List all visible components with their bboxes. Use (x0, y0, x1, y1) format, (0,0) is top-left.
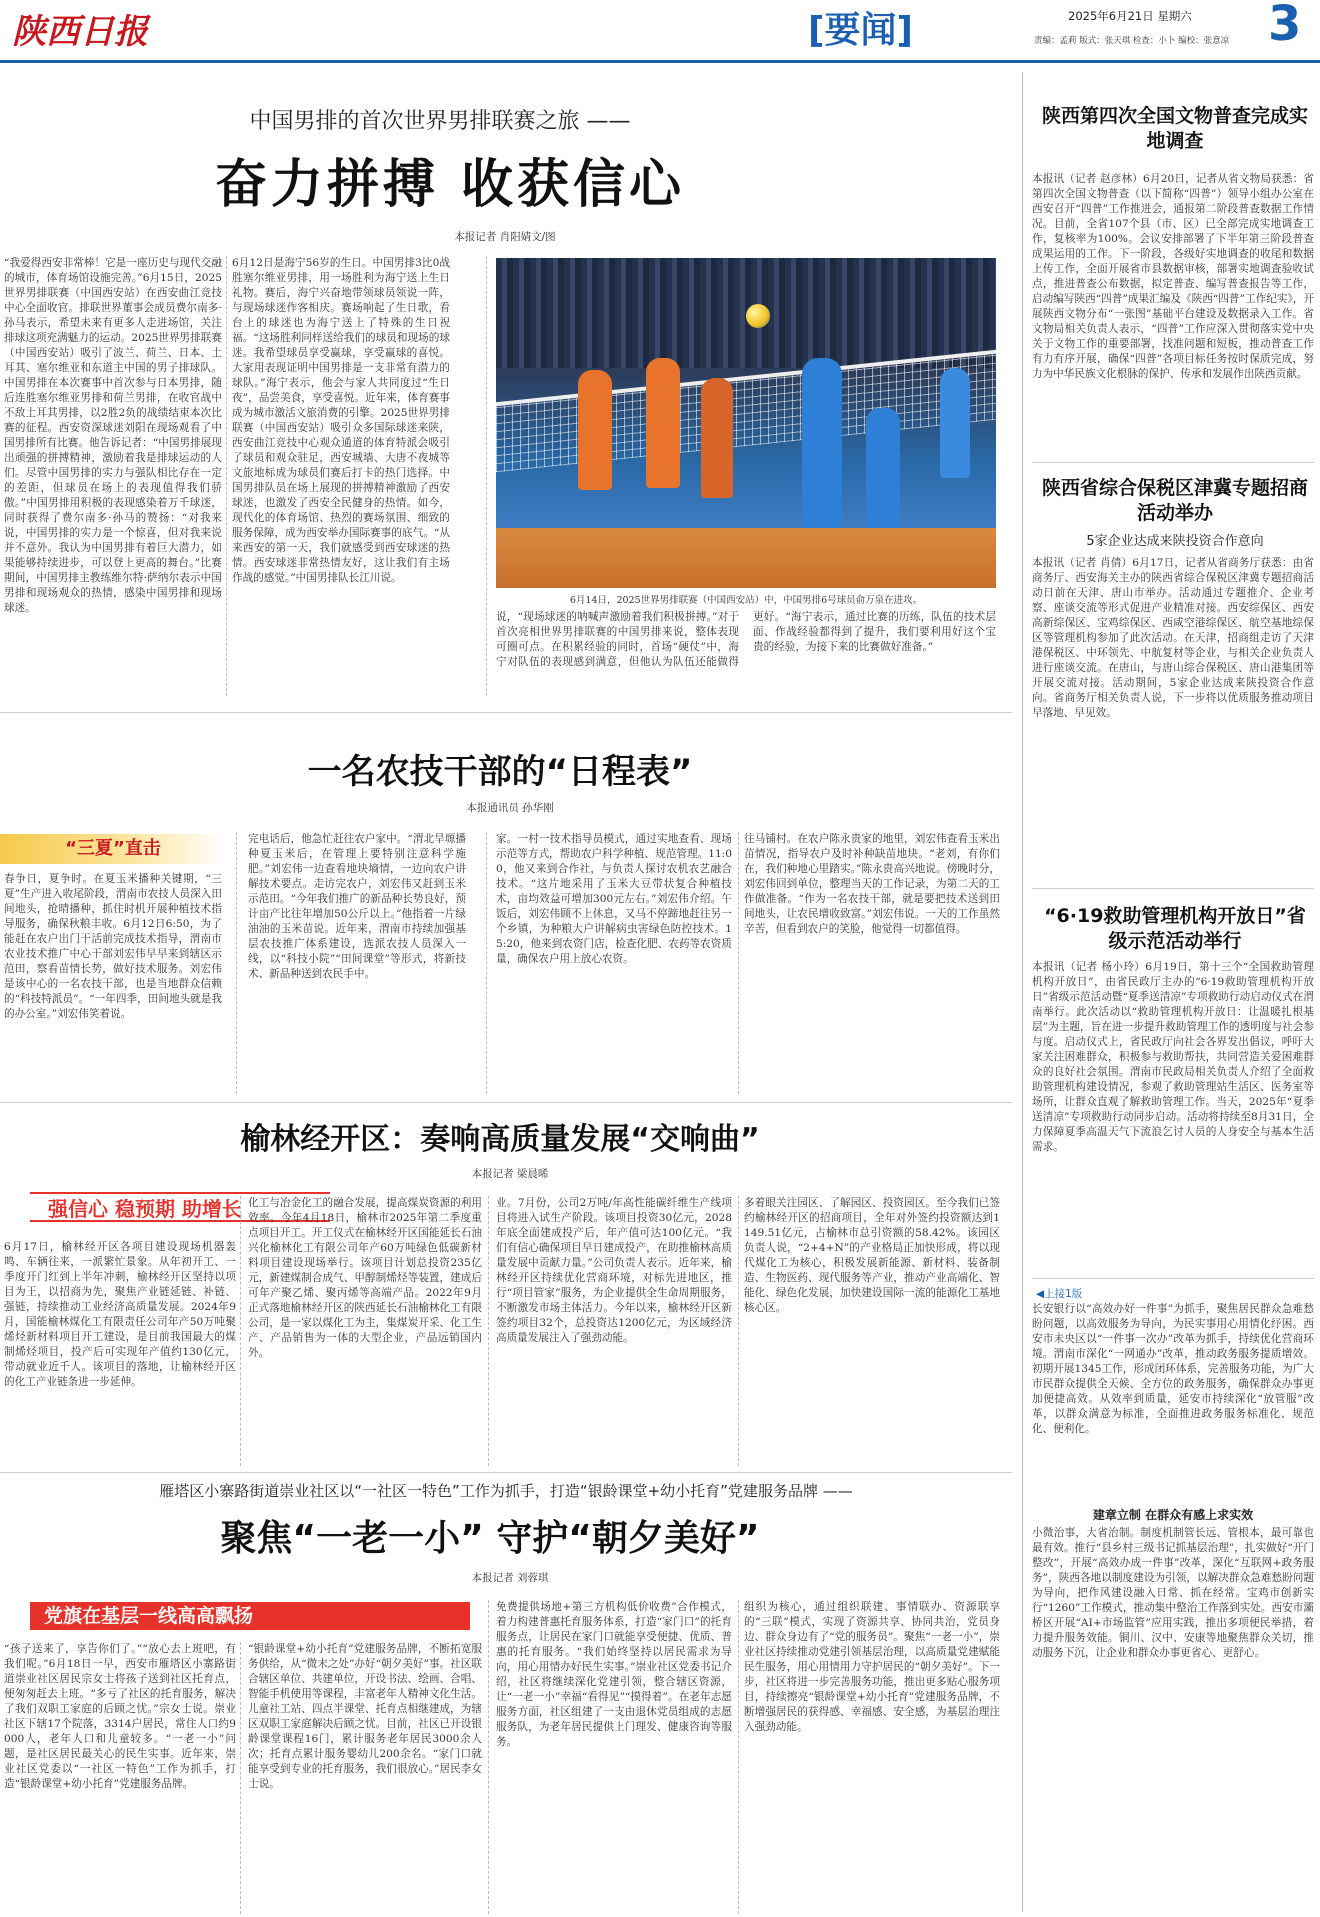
divider (240, 1642, 241, 1914)
photo-player-blue-3 (940, 368, 970, 478)
page-number: 3 (1268, 0, 1302, 52)
section-rule (0, 712, 1012, 713)
photo-player-orange-2 (646, 358, 680, 488)
rescue-text: 本报讯（记者 杨小玲）6月19日，第十三个“全国救助管理机构开放日”，由省民政厅主办的“6·19救助管理机构开放日”省级示范活动暨“夏季送清凉”专项救助行动启动仪式在渭南举行。此次活动以“救助管理机构开放日：让温暖扎根基层”为主题，旨在进一步提升救助管理工作的透明度与社会参与度。启动仪式上，省民政厅向社会各界发出倡议，呼吁大家关注困难群众，积极参与救助帮扶，共同营造关爱困难群众的良好社会氛围。渭南市民政局相关负责人介绍了全面救助管理机构建设情况，参观了救助管理站生活区、医务室等场所，让群众直观了解救助管理工作。当天，2025年“夏季送清凉”专项救助行动同步启动。活动将持续至8月31日，全力保障夏季高温天气下流浪乞讨人员的人身安全与基本生活需求。 (1032, 961, 1314, 1153)
bonded-zone-text: 本报讯（记者 肖倩）6月17日，记者从省商务厅获悉：由省商务厅、西安海关主办的陕西省综合保税区津冀专题招商活动日前在天津、唐山市举办。活动通过专题推介、企业考察、座谈交流等形式促进产业精准对接。西安综保区、西安高新综保区、宝鸡综保区、西咸空港综保区、航空基地综保区等管理机构参加了此次活动。在天津，招商组走访了天津港保税区、中环领先、中航复材等企业，与相关企业负责人进行座谈交流。在唐山，与唐山综合保税区、唐山港集团等开展交流对接。活动期间，5家企业达成来陕投资合作意向。省商务厅相关负责人说，下一步将以优质服务推动项目早落地、早见效。 (1032, 557, 1314, 719)
yulin-col3: 业。7月份，公司2万吨/年高性能碳纤维生产线项目将进入试生产阶段。该项目投资30亿元，2028年底全面建成投产后，年产值可达100亿元。“我们有信心确保项目早日建成投产，在助推榆林高质量发展中贡献力量。”公司负责人表示。近年来，榆林经开区持续优化营商环境，对标先进地区，推行“项目管家”服务，为企业提供全生命周期服务，不断激发市场主体活力。今年以来，榆林经开区新签约项目32个，总投资达1200亿元，为区域经济高质量发展注入了强劲动能。 (496, 1197, 732, 1344)
divider (488, 1600, 489, 1914)
rescue-title: “6·19救助管理机构开放日”省级示范活动举行 (1044, 905, 1306, 952)
yulin-col4: 多着眼关注园区、了解园区、投资园区。至今我们已签约榆林经开区的招商项目，全年对外签约投资额达到1149.51亿元，占榆林市总引资额的58.42%。该园区负责人说，“2+4+N”的产业格局正加快形成，将以现代煤化工为核心，积极发展新能源、新材料、装备制造、生物医药、现代服务等产业，推动产业高端化、智能化、绿色化发展，加快建设国际一流的能源化工基地核心区。 (744, 1197, 1000, 1314)
volleyball-title: 奋力拼搏 收获信心 (214, 155, 686, 215)
masthead (0, 0, 1320, 58)
volleyball-byline: 本报记者 肖阳婧文/图 (454, 231, 556, 243)
issue-date: 2025年6月21日 星期六 (1068, 9, 1192, 23)
section-name: 要闻 (824, 10, 897, 51)
community-col4: 组织为核心，通过组织联建、事情联办、资源联享的“三联”模式，实现了资源共享、协同共治，党员身边、群众身边有了“党的服务员”。聚焦“一老一小”，崇业社区持续推动党建引领基层治理，以高质量党建赋能民生服务，用心用情用力守护居民的“朝夕美好”。下一步，社区将进一步完善服务功能，推出更多贴心服务项目，持续擦亮“银龄课堂+幼小托育”党建服务品牌，不断增强居民的获得感、幸福感、安全感，为基层治理注入强劲动能。 (744, 1601, 1000, 1733)
divider (226, 256, 227, 696)
right-rule (1032, 888, 1314, 889)
farmer-col2: 完电话后，他急忙赶往农户家中。“渭北旱塬播种夏玉米后，在管理上要特别注意科学施肥。”刘宏伟一边查看地块墒情，一边向农户讲解技术要点。走访完农户，刘宏伟又赶到玉米示范田。“今年我们推广的新品种长势良好，预计亩产比往年增加50公斤以上。”他指着一片绿油油的玉米苗说。近年来，渭南市持续加强基层农技推广体系建设，选派农技人员深入一线，以“科技小院”“田间课堂”等形式，将新技术、新品种送到农民手中。 (248, 833, 466, 980)
section-rule (0, 1102, 1012, 1103)
farmer-byline: 本报通讯员 孙华刚 (466, 802, 554, 814)
photo-net (496, 350, 996, 473)
photo-player-blue-1 (802, 358, 842, 528)
section-rule (0, 1472, 1012, 1473)
volleyball-col3: 说，“现场球迷的呐喊声激励着我们积极拼搏。”对于首次亮相世界男排联赛的中国男排来说，整体表现可圈可点。在积累经验的同时，首场“硬仗”中，海宁对队伍的表现感到满意，但他认为队伍还能做得更好。“海宁表示，通过比赛的历练，队伍的技术层面、作战经验都得到了提升，我们要利用好这个宝贵的经验，为接下来的比赛做好准备。” (496, 611, 996, 668)
section-label: [要闻] (808, 10, 913, 51)
continued-label: ◀上接1版 (1036, 1288, 1083, 1300)
yulin-col2: 化工与冶金化工的融合发展，提高煤炭资源的利用效率。今年4月18日，榆林市2025年第二季度重点项目开工。开工仪式在榆林经开区国能延长石油兴化榆林化工有限公司年产60万吨绿色低碳新材料项目建设现场举行。该项目计划总投资235亿元，新建煤制合成气、甲醇制烯烃等装置，建成后可年产聚乙烯、聚丙烯等高端产品。2022年9月正式落地榆林经开区的陕西延长石油榆林化工有限公司，是一家以煤化工为主，集煤炭开采、化工生产、产品销售为一体的大型企业，产品远销国内外。 (248, 1197, 482, 1359)
community-byline: 本报记者 刘蓉琪 (471, 1572, 549, 1584)
community-label: 党旗在基层一线高高飘扬 (30, 1602, 470, 1630)
photo-player-orange-1 (578, 370, 612, 490)
masthead-rule (0, 60, 1320, 63)
divider (488, 1196, 489, 1466)
divider (236, 832, 237, 1094)
culture-census-text: 本报讯（记者 赵彦林）6月20日，记者从省文物局获悉：省第四次全国文物普查（以下简称“四普”）领导小组办公室在西安召开“四普”工作推进会，通报第二阶段普查数据工作情况。目前，全省107个县（市、区）已全部完成实地调查工作，复核率为100%。会议安排部署了下半年第三阶段普查成果运用的工作。下一阶段，各级好实地调查的收尾和数据上传工作，全面开展省市县数据审核，部署实地调查验收试点，推进普查公布数据，拟定普查、编写普查报告等工作，启动编写陕西“四普”成果汇编及《陕西“四普”工作纪实》，开展陕西文物分布“一张图”基础平台建设及数据录入工作。省文物局相关负责人表示，“四普”工作应深入贯彻落实党中央关于文物工作的重要部署，找准问题和短板，推动普查工作有力有序开展，确保“四普”各项目标任务按时保质完成，努力为中华民族文化根脉的保护、传承和发展作出陕西贡献。 (1032, 173, 1314, 380)
farmer-col4: 往马铺村。在农户陈永贵家的地里，刘宏伟查看玉米出苗情况，指导农户及时补种缺苗地块。“老刘，有你们在，我们种地心里踏实。”陈永贵高兴地说。傍晚时分，刘宏伟回到单位，整理当天的工作记录，为第二天的工作做准备。“作为一名农技干部，就是要把技术送到田间地头，让农民增收致富。”刘宏伟说。一天的工作虽然辛苦，但看到农户的笑脸，他觉得一切都值得。 (744, 833, 1000, 935)
bonded-zone-subtitle: 5家企业达成来陕投资合作意向 (1086, 534, 1264, 549)
divider (738, 1196, 739, 1466)
right-rule (1032, 462, 1314, 463)
community-col1: “孩子送来了，享告你们了。”“放心去上班吧，有我们呢。”6月18日一早，西安市雁塔区小寨路街道崇业社区居民宗女士将孩子送到社区托育点，便匆匆赶去上班。“多亏了社区的托育服务，解决了我们双职工家庭的后顾之忧。”宗女士说。崇业社区下辖17个院落，3314户居民，常住人口约9000人，老年人口和儿童较多。“一老一小”问题，是社区居民最关心的民生实事。近年来，崇业社区党委以“一社区一特色”工作为抓手，打造“银龄课堂+幼小托育”党建服务品牌。 (4, 1643, 236, 1790)
community-col3: 免费提供场地+第三方机构低价收费”合作模式，着力构建普惠托育服务体系，打造“家门口”的托育服务点，让居民在家门口就能享受便捷、优质、普惠的托育服务。“我们始终坚持以居民需求为导向，用心用情办好民生实事。”崇业社区党委书记介绍，社区将继续深化党建引领，整合辖区资源，让“一老一小”幸福“看得见”“摸得着”。在老年志愿服务方面，社区组建了一支由退休党员组成的志愿服务队，为老年居民提供上门理发、健康咨询等服务。 (496, 1601, 732, 1748)
divider (738, 832, 739, 1094)
farmer-col3: 家。一村一技术指导员模式，通过实地查看、现场示范等方式，帮助农户科学种植、规范管理。11:00，他又来到合作社，与负责人探讨农机农艺融合技术。“这片地采用了玉米大豆带状复合种植技术，亩均效益可增加300元左右。”刘宏伟介绍。午饭后，刘宏伟顾不上休息，又马不停蹄地赶往另一个乡镇，为种粮大户讲解病虫害绿色防控技术。15:20，他来到农资门店，检查化肥、农药等农资质量，确保农户用上放心农资。 (496, 833, 732, 965)
divider (486, 832, 487, 1094)
divider (240, 1196, 241, 1466)
photo-player-blue-2 (866, 408, 900, 528)
photo-player-orange-3 (701, 378, 733, 498)
yulin-label: 强信心 稳预期 助增长 (30, 1192, 330, 1222)
bonded-zone-title: 陕西省综合保税区津冀专题招商活动举办 (1041, 477, 1308, 524)
continued-text2: 小微治事，大省治制。制度机制管长远、管根本，最可靠也最有效。推行“县乡村三级书记抓基层治理”，扎实做好“开门整改”，开展“高效办成一件事”改革，深化“互联网+政务服务”，陕西各地以制度建设为引领，以解决群众急难愁盼问题为导向，把作风建设融入日常、抓在经常。宝鸡市创新实行“1260”工作模式，推动集中整治工作落到实处。西安市灞桥区开展“AI+市场监管”应用实践，推出多项便民举措，着力提升服务效能。铜川、汉中、安康等地聚焦群众关切，推动服务下沉，让企业和群众办事更省心、更舒心。 (1032, 1527, 1314, 1659)
community-title: 聚焦“一老一小” 守护“朝夕美好” (220, 1518, 760, 1559)
right-rule (1032, 1278, 1314, 1279)
yulin-title: 榆林经开区：奏响高质量发展“交响曲” (240, 1122, 760, 1157)
farmer-label: “三夏”直击 (0, 834, 226, 864)
photo-ball (746, 304, 770, 328)
culture-census-title: 陕西第四次全国文物普查完成实地调查 (1041, 105, 1308, 152)
volleyball-kicker: 中国男排的首次世界男排联赛之旅 —— (249, 109, 631, 134)
volleyball-col1: “我爱得西安非常棒！它是一座历史与现代交融的城市，体育场馆设施完善。”6月15日，2025世界男排联赛（中国西安站）在西安曲江竞技中心全面收官。排联世界董事会成员费尔南多·孙马表示，希望未来有更多人走进场馆，关注排球这项充满魅力的运动。2025世界男排联赛（中国西安站）吸引了波兰、荷兰、日本、土耳其、塞尔维亚和东道主中国的男子排球队。中国男排在本次赛事中首次参与日本男排，随后连胜塞尔维亚男排和荷兰男排，在收官战中不敌土耳其男排，以2胜2负的战绩结束本次比赛的征程。西安资深球迷刘阳在现场观看了中国男排所有比赛。他告诉记者：“中国男排展现出顽强的拼搏精神，激励着我是排球运动的人们。尽管中国男排的实力与强队相比存在一定的差距，但球员在场上的表现值得我们骄傲。”中国男排用积极的表现感染着万千球迷，同时获得了费尔南多·孙马的赞扬：“对我来说，中国男排的实力是一个惊喜，但对我来说并不意外。我认为中国男排有着巨大潜力，如果能够持续进步，可以登上更高的舞台。”比赛期间，中国男排主教练维尔特·萨纳尔表示中国男排和现场观众的热情，感染中国男排和现场球迷。 (4, 257, 222, 614)
photo-court (496, 528, 996, 588)
continued-text: 长安银行以“高效办好一件事”为抓手，聚焦居民群众急难愁盼问题，以高效服务为导向，为民实事用心用情化纾困。西安市未央区以“一件事一次办”改革为抓手，持续优化营商环境。渭南市深化“一网通办”改革，推动政务服务提质增效。初期开展1345工作，形成闭环体系，完善服务功能，为广大市民群众提供全天候、全方位的政务服务，确保群众办事更加便捷高效。从效率到质量，延安市持续深化“放管服”改革，以群众满意为标准，全面推进政务服务标准化、规范化、便利化。 (1032, 1303, 1314, 1435)
farmer-title: 一名农技干部的“日程表” (307, 752, 693, 792)
volleyball-photo (496, 258, 996, 588)
yulin-col1: 6月17日，榆林经开区各项目建设现场机器轰鸣、车辆往来，一派繁忙景象。从年初开工、一季度开门红到上半年冲刺，榆林经开区坚持以项目为王，以招商为先，聚焦产业链延链、补链、强链，持续推动工业经济高质量发展。2024年9月，国能榆林煤化工有限责任公司年产50万吨聚烯烃新材料项目开工建设，是目前我国最大的煤制烯烃项目，投产后可实现年产值约130亿元，带动就业近千人。该项目的落地，让榆林经开区的化工产业链条进一步延伸。 (4, 1241, 236, 1388)
volleyball-col2: 6月12日是海宁56岁的生日。中国男排3比0战胜塞尔维亚男排，用一场胜利为海宁送上生日礼物。赛后，海宁兴奋地带领球员领说一阵，与现场球迷作客相庆。赛场响起了生日歌，看台上的球迷也为海宁送上了特殊的生日祝福。“这场胜利同样送给我们的球员和现场的球迷。我希望球员享受赢球，享受赢球的喜悦。大家用表现证明中国男排是一支非常有潜力的球队。”海宁表示，他会与家人共同度过“生日夜”，品尝美食，享受喜悦。近年来，体育赛事成为城市激活文旅消费的引擎。2025世界男排联赛（中国西安站）吸引众多国际球迷来陕，西安曲江竞技中心观众通道的体育特派会吸引了球员和观众驻足，西安城墙、大唐不夜城等文旅地标成为球员们赛后打卡的热门选择。中国男排队员在场上展现的拼搏精神激励了西安球迷，也激发了西安全民健身的热情。如今，现代化的体育场馆、热烈的赛场氛围、细致的服务保障，成为西安举办国际赛事的底气。“从来西安的第一天，我们就感受到西安球迷的热情。西安球迷非常热情友好，这让我们有主场作战的感觉。”中国男排队长江川说。 (232, 257, 450, 584)
divider (738, 1600, 739, 1914)
farmer-col1: 春争日，夏争时。在夏玉米播种关键期，“三夏”生产进入收尾阶段，渭南市农技人员深入田间地头，抢晴播种，抓住时机开展种植技术指导服务，确保秋粮丰收。6月12日6:50，为了能赶在农户出门干活前完成技术指导，渭南市农业技术推广中心干部刘宏伟早早来到辖区示范田，察看苗情长势，做好技术服务。刘宏伟是该中心的一名农技干部，也是当地群众信赖的“科技特派员”。“一年四季，田间地头就是我的办公室。”刘宏伟笑着说。 (4, 873, 222, 1020)
newspaper-logo: 陕西日报 (12, 12, 148, 52)
community-col2: “银龄课堂+幼小托育”党建服务品牌，不断拓宽服务供给，从“微末之处”办好“朝夕美好”事。社区联合辖区单位、共建单位，开设书法、绘画、合唱、智能手机使用等课程，丰富老年人精神文化生活。儿童社工站、四点半课堂、托育点相继建成，为辖区双职工家庭解决后顾之忧。目前，社区已开设银龄课堂课程16门，累计服务老年居民3000余人次；托育点累计服务婴幼儿200余名。“家门口就能享受到专业的托育服务，我们很放心。”居民李女士说。 (248, 1643, 482, 1790)
volleyball-photo-caption: 6月14日，2025世界男排联赛（中国西安站）中，中国男排6号球员俞万泉在进攻。 (569, 595, 923, 606)
right-column-divider (1022, 72, 1023, 1912)
continued-subheading: 建章立制 在群众有感上求实效 (1092, 1508, 1254, 1522)
community-kicker: 雁塔区小寨路街道崇业社区以“一社区一特色”工作为抓手，打造“银龄课堂+幼小托育”党建服务品牌 —— (159, 1482, 853, 1500)
divider (486, 256, 487, 696)
editor-credits: 责编：孟莉 版式：张天琪 检查：小卜 编校：张意凉 (1034, 36, 1230, 46)
yulin-byline: 本报记者 梁晨晞 (471, 1168, 549, 1180)
